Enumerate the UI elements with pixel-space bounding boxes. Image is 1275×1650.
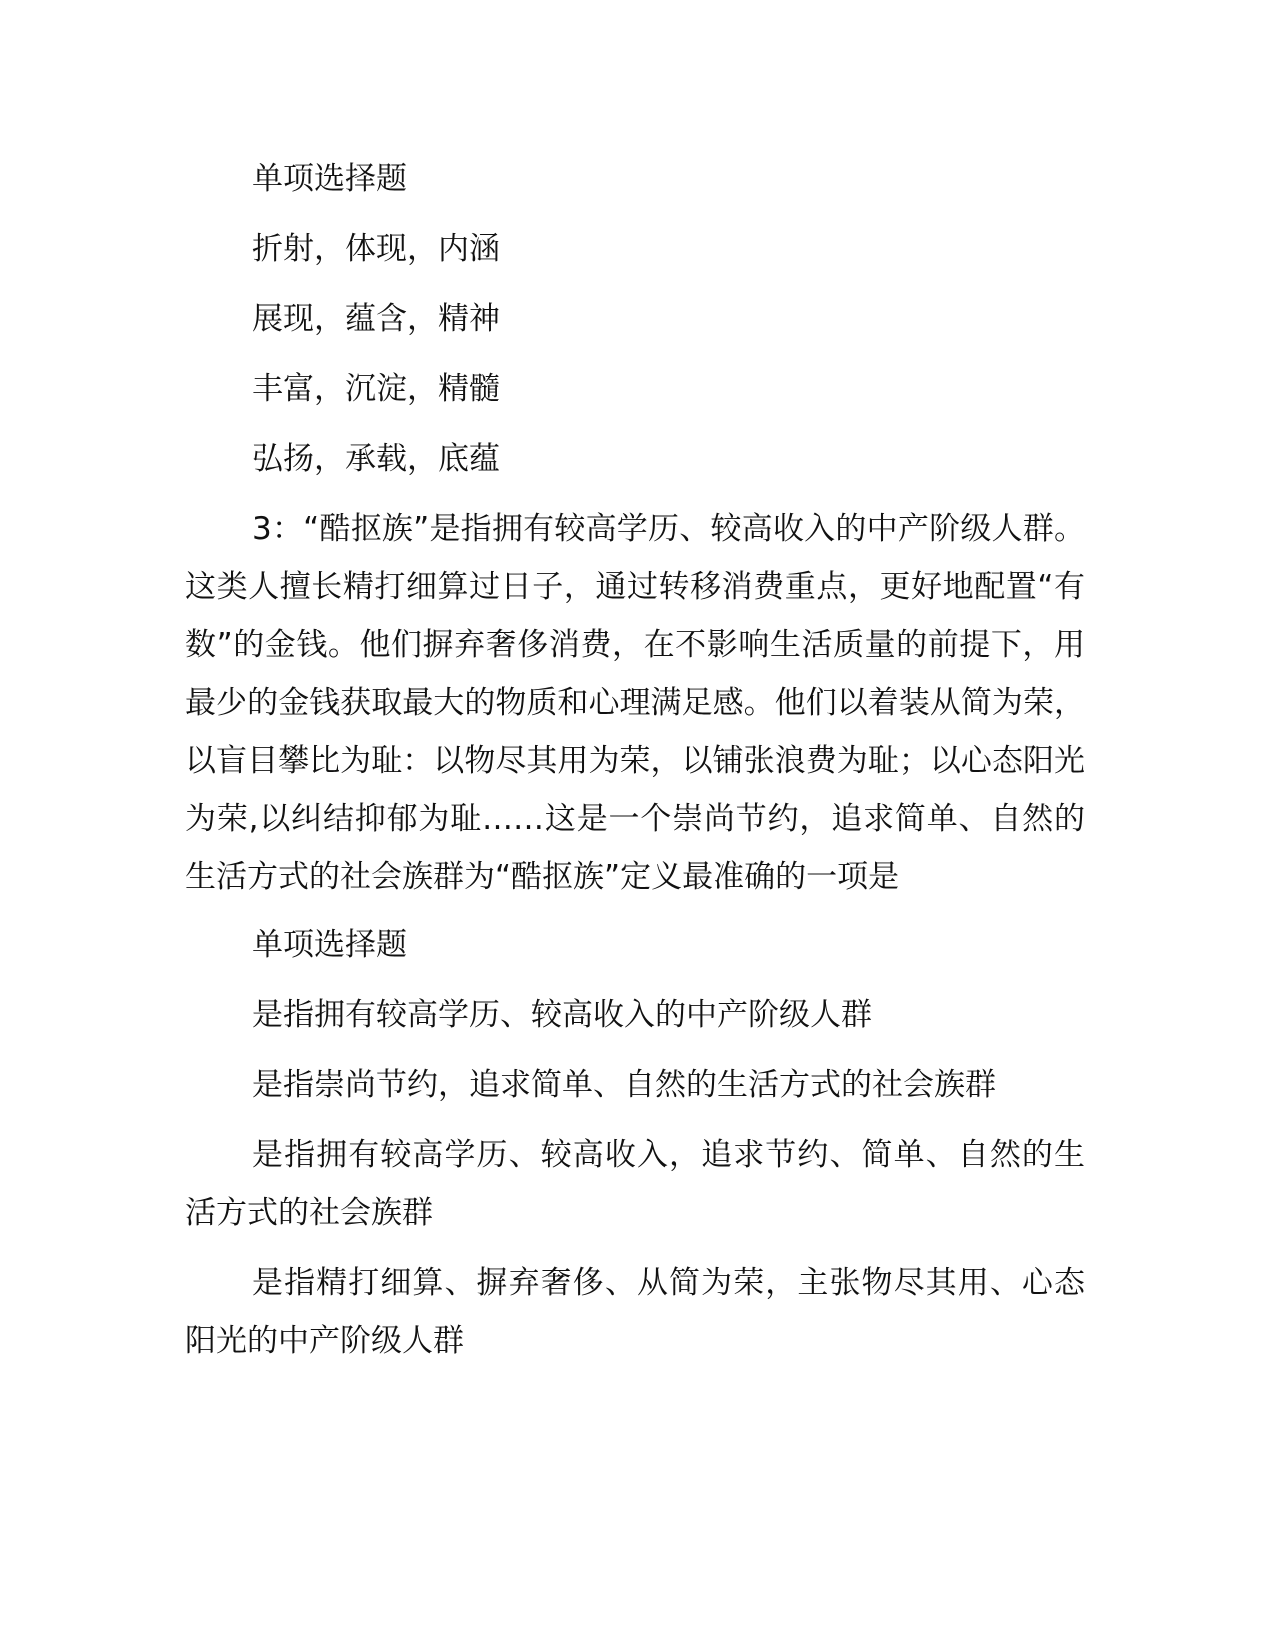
question-text: 3：“酷抠族”是指拥有较高学历、较高收入的中产阶级人群。这类人擅长精打细算过日子，通过转移消费重点，更好地配置“有数”的金钱。他们摒弃奢侈消费，在不影响生活质量的前提下，用最少的金钱获取最大的物质和心理满足感。他们以着装从简为荣，以盲目攀比为耻：以物尽其用为荣，以铺张浪费为耻；以心态阳光为荣,以纠结抑郁为耻……这是一个崇尚节约，追求简单、自然的生活方式的社会族群为“酷抠族”定义最准确的一项是 xyxy=(185,511,1085,895)
option-item: 展现，蕴含，精神 xyxy=(252,301,500,337)
question-type-label: 单项选择题 xyxy=(252,161,407,197)
question-type-label: 单项选择题 xyxy=(252,927,407,963)
option-item: 弘扬，承载，底蕴 xyxy=(252,441,500,477)
option-item: 是指崇尚节约，追求简单、自然的生活方式的社会族群 xyxy=(252,1067,996,1103)
option-item: 是指精打细算、摒弃奢侈、从简为荣，主张物尽其用、心态阳光的中产阶级人群 xyxy=(185,1265,1085,1359)
option-item: 丰富，沉淀，精髓 xyxy=(252,371,500,407)
document-body xyxy=(185,150,1085,1382)
option-item: 是指拥有较高学历、较高收入，追求节约、简单、自然的生活方式的社会族群 xyxy=(185,1137,1085,1231)
option-item: 折射，体现，内涵 xyxy=(252,231,500,267)
option-item: 是指拥有较高学历、较高收入的中产阶级人群 xyxy=(252,997,872,1033)
